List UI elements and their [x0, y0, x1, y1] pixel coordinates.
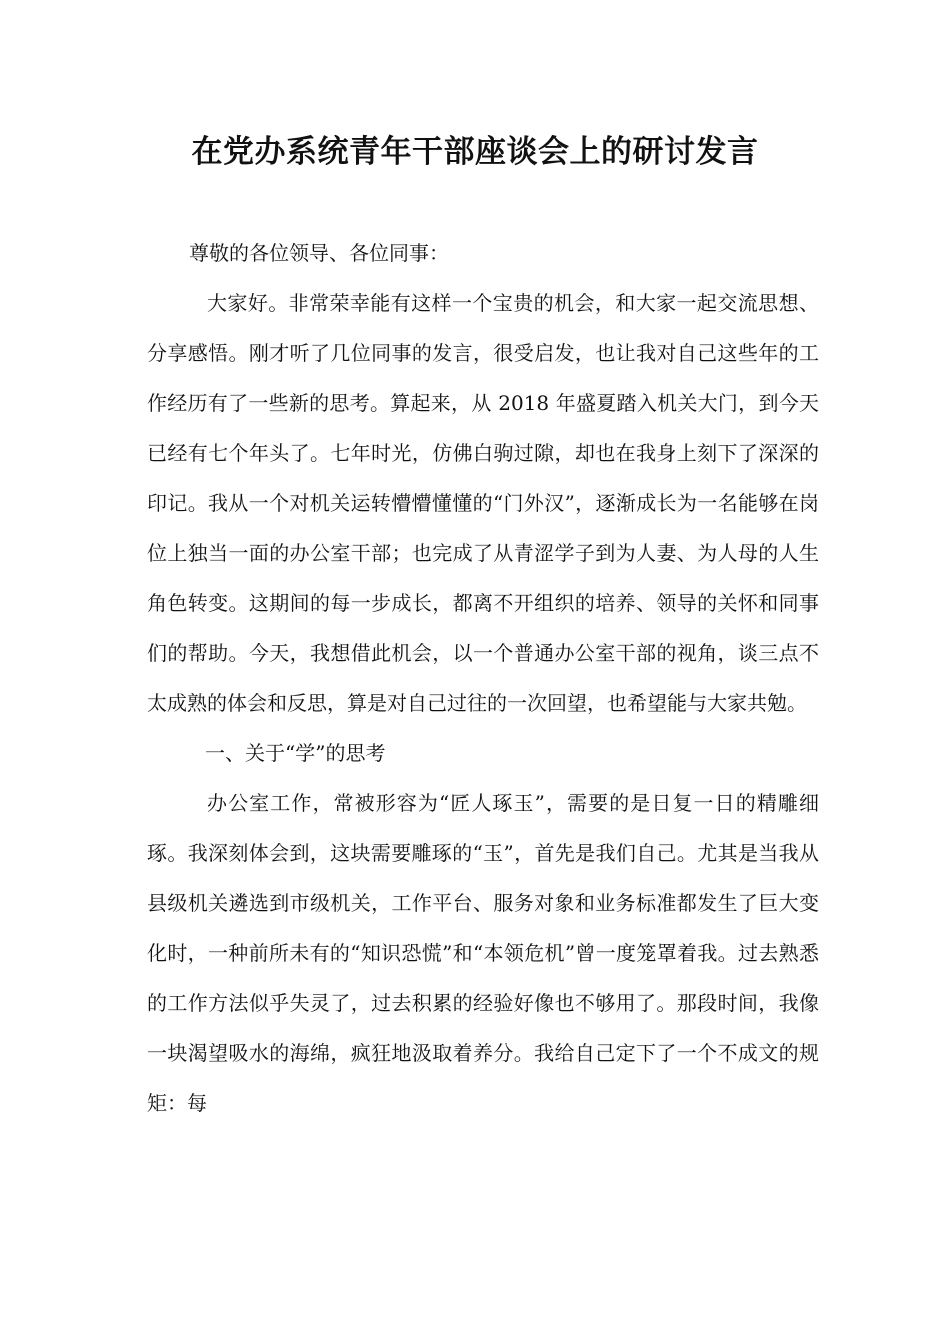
document-title: 在党办系统青年干部座谈会上的研讨发言	[191, 134, 759, 170]
paragraph-study: 办公室工作，常被形容为“匠人琢玉”，需要的是日复一日的精雕细琢。我深刻体会到，这块需要雕琢的“玉”，首先是我们自己。尤其是当我从县级机关遴选到市级机关，工作平台、服务对象和业务标准都发生了巨大变化时，一种前所未有的“知识恐慌”和“本领危机”曾一度笼罩着我。过去熟悉的工作方法似乎失灵了，过去积累的经验好像也不够用了。那段时间，我像一块渴望吸水的海绵，疯狂地汲取着养分。我给自己定下了一个不成文的规矩：每	[147, 791, 819, 1115]
document-body	[147, 228, 819, 1128]
paragraph-opening: 大家好。非常荣幸能有这样一个宝贵的机会，和大家一起交流思想、分享感悟。刚才听了几位同事的发言，很受启发，也让我对自己这些年的工作经历有了一些新的思考。算起来，从 2018 年盛夏踏入机关大门，到今天已经有七个年头了。七年时光，仿佛白驹过隙，却也在我身上刻下了深深的印记。我从一个对机关运转懵懵懂懂的“门外汉”，逐渐成长为一名能够在岗位上独当一面的办公室干部；也完成了从青涩学子到为人妻、为人母的人生角色转变。这期间的每一步成长，都离不开组织的培养、领导的关怀和同事们的帮助。今天，我想借此机会，以一个普通办公室干部的视角，谈三点不太成熟的体会和反思，算是对自己过往的一次回望，也希望能与大家共勉。	[147, 291, 819, 715]
section-heading-study: 一、关于“学”的思考	[205, 741, 386, 765]
salutation: 尊敬的各位领导、各位同事：	[189, 241, 449, 265]
